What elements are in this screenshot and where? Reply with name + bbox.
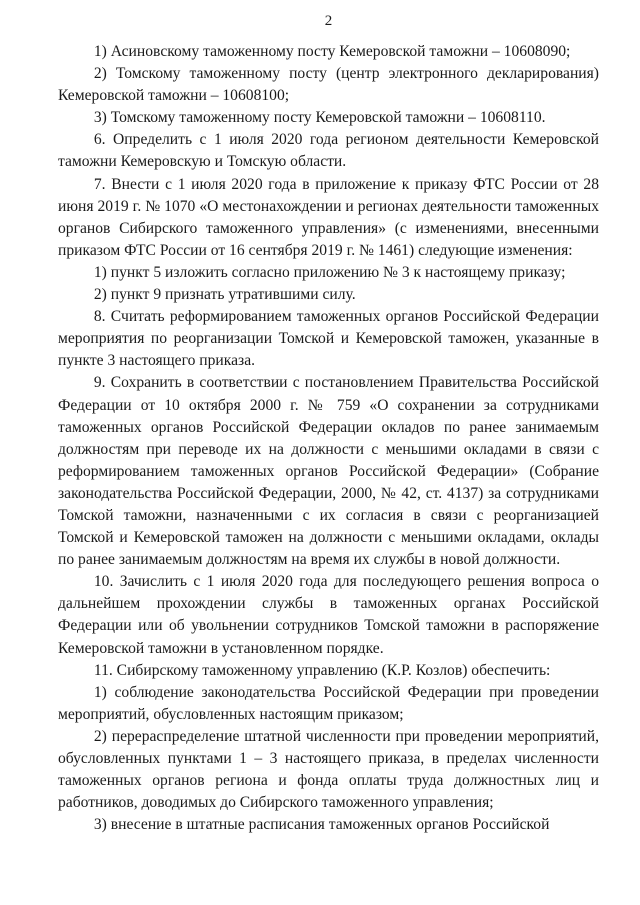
paragraph-14: 3) внесение в штатные расписания таможенных органов Российской xyxy=(93,816,550,834)
document-body xyxy=(58,41,599,836)
paragraph-6: 1) пункт 5 изложить согласно приложению № 3 к настоящему приказу; xyxy=(93,263,566,281)
paragraph-1: 1) Асиновскому таможенному посту Кемеровской таможни – 10608090; xyxy=(93,43,571,60)
paragraph-10: 10. Зачислить с 1 июля 2020 года для последующего решения вопроса о дальнейшем прохождении службы в таможенных органах Российской Федерации или об увольнении сотрудников Томской таможни в распоряжение Кемеровской таможни в установленном порядке. xyxy=(58,573,599,657)
paragraph-4: 6. Определить с 1 июля 2020 года регионом деятельности Кемеровской таможни Кемеровскую и Томскую области. xyxy=(58,131,599,171)
document-page xyxy=(58,0,599,905)
paragraph-5: 7. Внести с 1 июля 2020 года в приложение к приказу ФТС России от 28 июня 2019 г. № 1070 «О местонахождении и регионах деятельности таможенных органов Сибирского таможенного управления» (с изменениями, внесенными приказом ФТС России от 16 сентября 2019 г. № 1461) следующие изменения: xyxy=(58,175,599,259)
paragraph-3: 3) Томскому таможенному посту Кемеровской таможни – 10608110. xyxy=(93,109,546,127)
paragraph-13: 2) перераспределение штатной численности при проведении мероприятий, обусловленных пунктами 1 – 3 настоящего приказа, в пределах численности таможенных органов региона и фонда оплаты труда должностных лиц и работников, доводимых до Сибирского таможенного управления; xyxy=(58,727,599,812)
page-number: 2 xyxy=(324,13,333,29)
paragraph-7: 2) пункт 9 признать утратившими силу. xyxy=(93,286,356,304)
paragraph-11: 11. Сибирскому таможенному управлению (К.Р. Козлов) обеспечить: xyxy=(93,661,551,679)
paragraph-12: 1) соблюдение законодательства Российской Федерации при проведении мероприятий, обусловленных настоящим приказом; xyxy=(58,683,599,723)
paragraph-9: 9. Сохранить в соответствии с постановлением Правительства Российской Федерации от 10 октября 2000 г. № 759 «О сохранении за сотрудниками таможенных органов Российской Федерации окладов по ранее занимаемым должностям при переводе их на должности с меньшими окладами в связи с реформированием таможенных органов Российской Федерации» (Собрание законодательства Российской Федерации, 2000, № 42, ст. 4137) за сотрудниками Томской таможни, назначенными с их согласия в связи с реорганизацией Томской и Кемеровской таможен на должности с меньшими окладами, оклады по ранее занимаемым должностям на время их службы в новой должности. xyxy=(58,374,599,569)
paragraph-8: 8. Считать реформированием таможенных органов Российской Федерации мероприятия по реорганизации Томской и Кемеровской таможен, указанные в пункте 3 настоящего приказа. xyxy=(58,308,599,370)
paragraph-2: 2) Томскому таможенному посту (центр электронного декларирования) Кемеровской таможни – 10608100; xyxy=(58,65,599,105)
